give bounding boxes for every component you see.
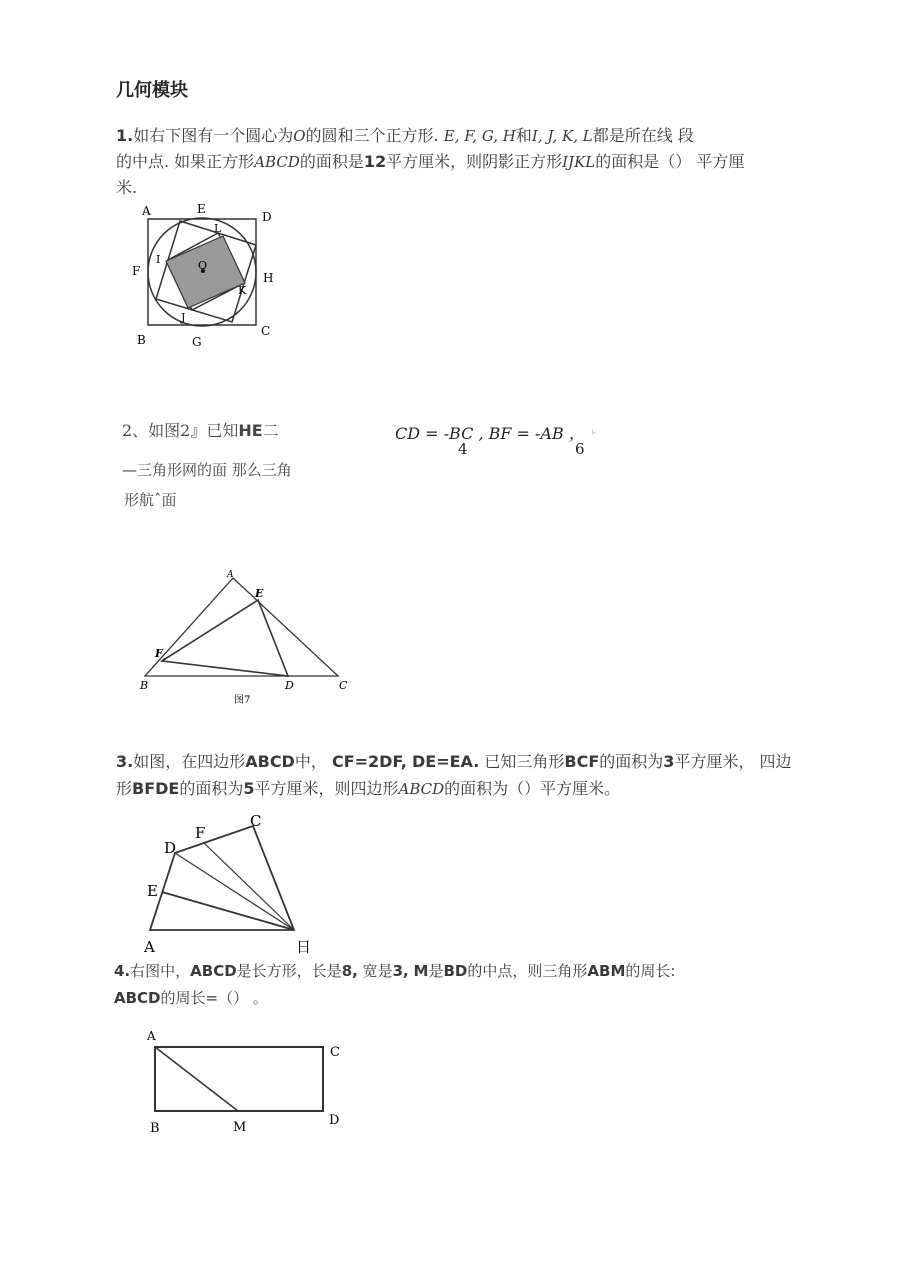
q2-den-2: 6 (575, 440, 585, 458)
label-A: A (227, 570, 234, 580)
label-A: A (144, 938, 155, 956)
label-A: A (142, 204, 151, 218)
q2-den-1: 4 (458, 440, 468, 458)
label-M: M (233, 1120, 247, 1135)
label-C: C (261, 324, 271, 338)
q4-line-1: 4.右图中，ABCD是长方形，长是8, 宽是3, M是BD的中点，则三角形ABM的周长: (114, 962, 676, 980)
q1-figure (128, 198, 288, 358)
fig-caption: 图7 (234, 695, 251, 706)
triangle-abc (145, 578, 338, 676)
label-B: B (137, 333, 146, 347)
question-1 (116, 123, 816, 201)
q2-formula: CD = -BC , BF = -AB ， (395, 424, 585, 443)
q1-line-2: 的中点. 如果正方形ABCD的面积是12平方厘米，则阴影正方形IJKL的面积是（） 平方厘 (116, 152, 745, 171)
label-F: F (132, 264, 141, 278)
label-B: 日 (296, 938, 312, 956)
label-C: C (339, 679, 348, 692)
question-3 (116, 748, 816, 803)
label-B: B (140, 679, 149, 692)
q3-figure (138, 808, 328, 960)
label-F: F (195, 824, 206, 842)
label-B: B (150, 1121, 160, 1136)
question-4 (114, 958, 814, 1012)
q3-line-1: 3.如图，在四边形ABCD中， CF=2DF, DE=EA. 已知三角形BCF的面积为3平方厘米， 四边 (116, 752, 792, 771)
shaded-square (166, 236, 245, 308)
label-A: A (147, 1029, 156, 1043)
label-D: D (329, 1113, 340, 1128)
label-D: D (285, 679, 294, 692)
segment-bd (175, 853, 294, 930)
segment-am (155, 1047, 238, 1111)
q1-line-3: 米. (116, 178, 138, 197)
label-F: F (155, 647, 163, 660)
label-O: O (198, 259, 208, 272)
label-I: I (156, 253, 161, 266)
label-C: C (330, 1045, 340, 1060)
q4-figure (140, 1024, 360, 1144)
label-E: E (255, 587, 264, 600)
label-K: K (238, 284, 247, 297)
label-E: E (197, 202, 206, 216)
q2-figure (130, 565, 370, 710)
label-E: E (147, 882, 158, 900)
q3-line-2: 形BFDE的面积为5平方厘米，则四边形ABCD的面积为（）平方厘米。 (116, 779, 621, 798)
label-C: C (250, 812, 262, 830)
q2-line-1: 2、如图2』已知HE二 (122, 421, 279, 440)
label-L: L (214, 222, 222, 235)
label-D: D (164, 839, 177, 857)
q2-line-2: —三角形网的面 那么三角 (122, 461, 292, 479)
q2-mark: ⊦ (592, 428, 597, 437)
label-J: J (181, 311, 186, 324)
q2-line-3: 形航ˆ面 (124, 491, 177, 509)
q1-line-1: 1.如右下图有一个圆心为O的圆和三个正方形. E, F, G, H和I, J, K, L都是所在线 段 (116, 126, 694, 145)
q4-line-2: ABCD的周长=（） 。 (114, 989, 268, 1007)
page-title: 几何模块 (116, 80, 188, 101)
rectangle-abcd (155, 1047, 323, 1111)
label-D: D (262, 210, 272, 224)
label-H: H (263, 271, 274, 285)
label-G: G (192, 335, 202, 349)
